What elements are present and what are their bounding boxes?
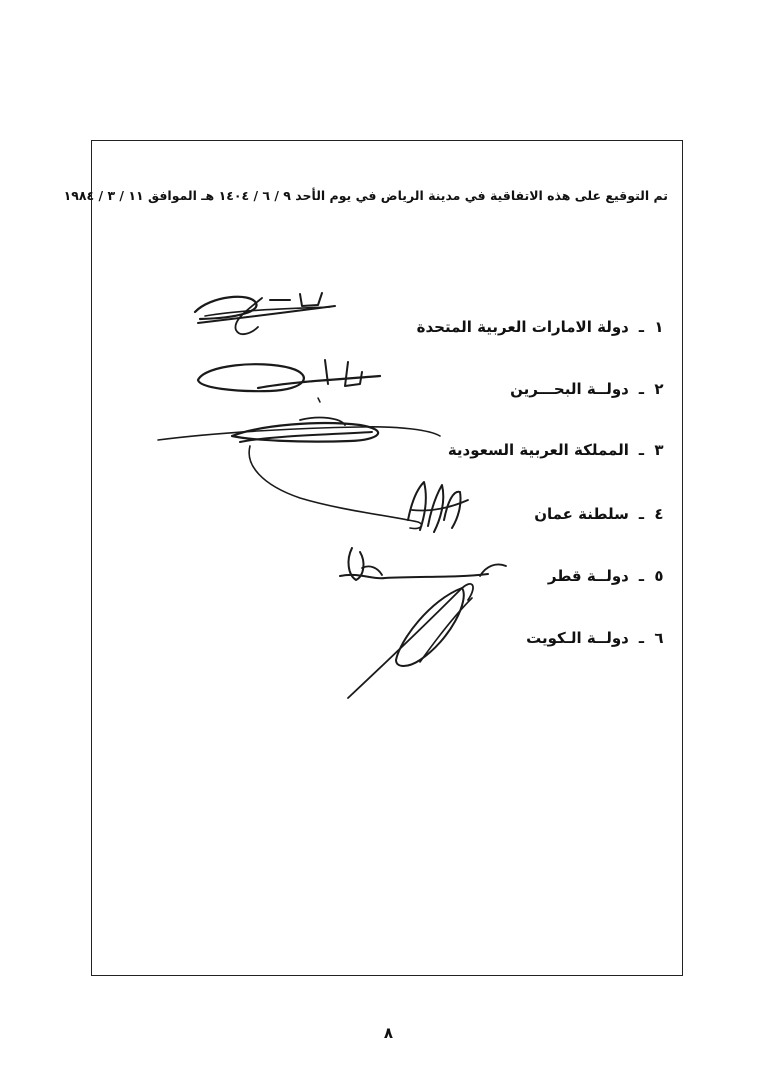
signatory-row-qatar <box>548 567 664 585</box>
signatory-number: ١ <box>654 318 664 336</box>
signatory-separator: ـ <box>638 318 644 336</box>
signatory-row-bahrain <box>510 380 664 398</box>
signatory-number: ٣ <box>654 441 664 459</box>
signatory-name: دولة الامارات العربية المتحدة <box>416 318 629 336</box>
signatory-separator: ـ <box>638 505 644 523</box>
signatory-separator: ـ <box>638 380 644 398</box>
signatory-row-uae <box>417 318 664 336</box>
signatory-row-saudi-arabia <box>448 441 664 459</box>
signatory-separator: ـ <box>638 441 644 459</box>
signatory-number: ٤ <box>654 505 664 523</box>
signatory-row-oman <box>534 505 664 523</box>
signatory-separator: ـ <box>638 629 644 647</box>
signatory-name: المملكة العربية السعودية <box>447 441 629 459</box>
signatory-number: ٢ <box>654 380 664 398</box>
signatory-row-kuwait <box>526 629 664 647</box>
signatory-separator: ـ <box>638 567 644 585</box>
signatory-name: دولــة قطر <box>547 567 629 585</box>
signatory-number: ٥ <box>654 567 664 585</box>
signatory-name: دولــة الـكويت <box>526 629 629 647</box>
page-number: ٨ <box>383 1024 394 1042</box>
signatory-name: سلطنة عمان <box>534 505 629 523</box>
signatory-name: دولــة البحـــرين <box>510 380 629 398</box>
signing-statement: تم التوقيع على هذه الاتفاقية في مدينة الرياض في يوم الأحد ٩ / ٦ / ١٤٠٤ هـ الموافق ١١ / ٣ / ١٩٨٤ <box>63 188 668 203</box>
signatory-number: ٦ <box>654 629 664 647</box>
document-border <box>63 140 683 976</box>
